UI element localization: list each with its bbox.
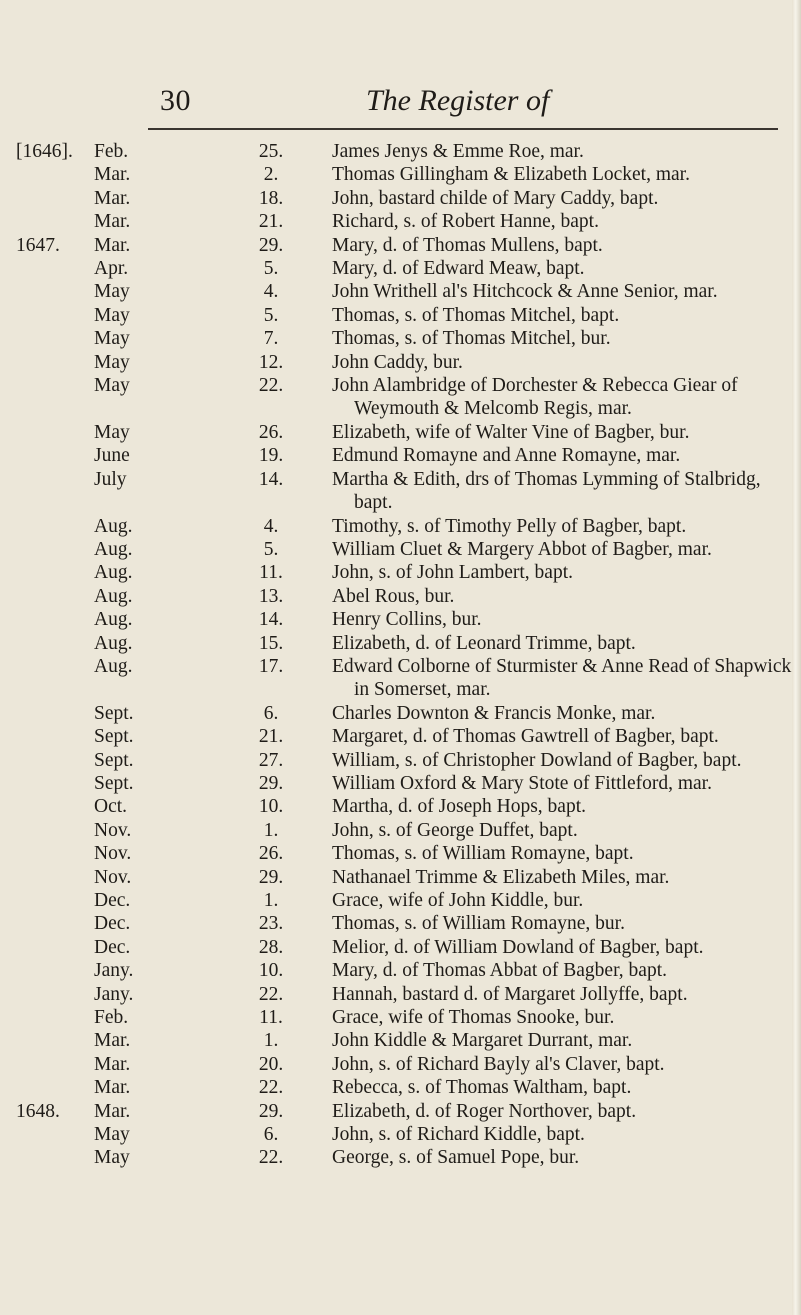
- entry-day: 5.: [263, 538, 279, 560]
- entry-day: 4.: [263, 515, 279, 537]
- entry-text: Henry Collins, bur.: [332, 609, 482, 631]
- entry-text: Hannah, bastard d. of Margaret Jollyffe, bapt.: [332, 983, 688, 1005]
- entry-text: Edmund Romayne and Anne Romayne, mar.: [332, 445, 681, 467]
- entry-month: May: [94, 281, 130, 303]
- entry-text: Martha & Edith, drs of Thomas Lymming of Stalbridg, bapt.: [332, 468, 761, 514]
- entry-month: July: [94, 468, 127, 490]
- entry-day: 11.: [259, 562, 283, 584]
- entry-month: Apr.: [94, 258, 129, 280]
- register-entry: [0, 257, 792, 280]
- entry-day: 29.: [258, 772, 284, 794]
- entry-day: 22.: [258, 1077, 284, 1099]
- register-entry: [0, 889, 792, 912]
- register-entry: [0, 912, 792, 935]
- page-number: 30: [160, 84, 191, 117]
- entry-day: 21.: [258, 726, 284, 748]
- register-entry: [0, 163, 792, 186]
- entry-day: 26.: [258, 843, 284, 865]
- entry-text: George, s. of Samuel Pope, bur.: [332, 1147, 580, 1169]
- register-entry: [0, 468, 792, 515]
- entry-day: 14.: [258, 609, 284, 631]
- entry-month: Aug.: [94, 585, 133, 607]
- register-entry: [0, 749, 792, 772]
- entry-day: 1.: [263, 819, 279, 841]
- entry-day: 29.: [258, 234, 284, 256]
- entry-month: Aug.: [94, 538, 133, 560]
- entry-day: 10.: [258, 960, 284, 982]
- entry-month: May: [94, 1147, 130, 1169]
- register-entry: [0, 632, 792, 655]
- register-entry: [0, 1053, 792, 1076]
- register-entry: [0, 983, 792, 1006]
- entry-text: Richard, s. of Robert Hanne, bapt.: [332, 211, 599, 233]
- register-entry: [0, 421, 792, 444]
- entry-day: 1.: [263, 890, 279, 911]
- register-entry: [0, 1146, 792, 1169]
- entry-text: Martha, d. of Joseph Hops, bapt.: [332, 796, 587, 818]
- entry-month: Aug.: [94, 562, 133, 584]
- entry-year: 1648.: [16, 1100, 60, 1122]
- entry-text: Mary, d. of Edward Meaw, bapt.: [332, 258, 585, 280]
- entry-month: Mar.: [94, 1077, 131, 1099]
- entry-day: 1.: [263, 1030, 279, 1052]
- entry-month: Sept.: [94, 702, 134, 724]
- register-entry: [0, 1123, 792, 1146]
- entry-month: Aug.: [94, 655, 133, 677]
- entry-text: John, s. of John Lambert, bapt.: [332, 562, 574, 584]
- entry-text: John, s. of George Duffet, bapt.: [332, 819, 578, 841]
- entry-day: 11.: [259, 1007, 283, 1029]
- entry-year: [1646].: [16, 141, 73, 162]
- register-entry: [0, 795, 792, 818]
- register-entry: [0, 561, 792, 584]
- entry-text: Rebecca, s. of Thomas Waltham, bapt.: [332, 1077, 632, 1099]
- entry-day: 7.: [263, 328, 279, 350]
- entry-year: 1647.: [16, 234, 60, 256]
- entry-text: Timothy, s. of Timothy Pelly of Bagber, bapt.: [332, 515, 687, 537]
- register-entry: [0, 234, 792, 257]
- entry-day: 29.: [258, 1100, 284, 1122]
- entry-text: John Caddy, bur.: [332, 351, 463, 373]
- entry-month: May: [94, 421, 130, 443]
- entry-day: 12.: [258, 351, 284, 373]
- entry-day: 25.: [258, 141, 284, 162]
- register-entry: [0, 936, 792, 959]
- entry-month: May: [94, 351, 130, 373]
- entry-month: Jany.: [94, 983, 134, 1005]
- entry-text: Grace, wife of Thomas Snooke, bur.: [332, 1007, 615, 1029]
- entry-text: Thomas, s. of Thomas Mitchel, bapt.: [332, 304, 620, 326]
- entry-day: 23.: [258, 913, 284, 935]
- entry-month: Mar.: [94, 1030, 131, 1052]
- entry-month: Mar.: [94, 1100, 131, 1122]
- entry-month: Nov.: [94, 843, 132, 865]
- entry-day: 22.: [258, 375, 284, 397]
- register-entry: [0, 210, 792, 233]
- entry-month: Mar.: [94, 1053, 131, 1075]
- entry-day: 22.: [258, 983, 284, 1005]
- register-entry: [0, 444, 792, 467]
- entry-month: Aug.: [94, 632, 133, 654]
- entry-day: 14.: [258, 468, 284, 490]
- register-entries: [0, 140, 792, 1170]
- entry-text: Thomas, s. of William Romayne, bapt.: [332, 843, 634, 865]
- register-entry: [0, 187, 792, 210]
- entry-month: Feb.: [94, 141, 129, 162]
- entry-month: May: [94, 375, 130, 397]
- page-header: [0, 84, 792, 124]
- register-entry: [0, 1029, 792, 1052]
- register-entry: [0, 772, 792, 795]
- entry-day: 5.: [263, 304, 279, 326]
- entry-day: 21.: [258, 211, 284, 233]
- entry-text: John, bastard childe of Mary Caddy, bapt.: [332, 187, 659, 209]
- entry-text: William Cluet & Margery Abbot of Bagber, mar.: [332, 538, 712, 560]
- entry-month: Dec.: [94, 913, 131, 935]
- register-entry: [0, 959, 792, 982]
- entry-text: Mary, d. of Thomas Abbat of Bagber, bapt.: [332, 960, 667, 982]
- entry-month: June: [94, 445, 130, 467]
- entry-day: 28.: [258, 936, 284, 958]
- entry-text: John Writhell al's Hitchcock & Anne Senior, mar.: [332, 281, 718, 303]
- entry-text: Abel Rous, bur.: [332, 585, 455, 607]
- entry-month: Oct.: [94, 796, 128, 818]
- register-entry: [0, 842, 792, 865]
- entry-month: Dec.: [94, 890, 131, 911]
- entry-day: 2.: [263, 164, 279, 186]
- register-entry: [0, 819, 792, 842]
- entry-text: Thomas Gillingham & Elizabeth Locket, mar.: [332, 164, 690, 186]
- entry-day: 15.: [258, 632, 284, 654]
- entry-day: 29.: [258, 866, 284, 888]
- entry-day: 4.: [263, 281, 279, 303]
- register-entry: [0, 1006, 792, 1029]
- register-entry: [0, 655, 792, 702]
- entry-month: Dec.: [94, 936, 131, 958]
- entry-month: Nov.: [94, 866, 132, 888]
- entry-month: Sept.: [94, 749, 134, 771]
- entry-month: Jany.: [94, 960, 134, 982]
- register-entry: [0, 538, 792, 561]
- entry-month: May: [94, 304, 130, 326]
- entry-text: William Oxford & Mary Stote of Fittleford, mar.: [332, 772, 712, 794]
- entry-day: 27.: [258, 749, 284, 771]
- entry-day: 13.: [258, 585, 284, 607]
- register-entry: [0, 866, 792, 889]
- entry-day: 19.: [258, 445, 284, 467]
- register-entry: [0, 140, 792, 163]
- entry-day: 22.: [258, 1147, 284, 1169]
- entry-month: Mar.: [94, 164, 131, 186]
- entry-month: May: [94, 1124, 130, 1146]
- entry-text: Melior, d. of William Dowland of Bagber, bapt.: [332, 936, 704, 958]
- entry-day: 10.: [258, 796, 284, 818]
- entry-text: John, s. of Richard Kiddle, bapt.: [332, 1124, 585, 1146]
- entry-text: Elizabeth, d. of Roger Northover, bapt.: [332, 1100, 637, 1122]
- entry-day: 17.: [258, 655, 284, 677]
- entry-month: Feb.: [94, 1007, 129, 1029]
- entry-text: Thomas, s. of William Romayne, bur.: [332, 913, 625, 935]
- entry-day: 5.: [263, 258, 279, 280]
- header-rule: [148, 128, 778, 130]
- entry-day: 6.: [263, 702, 279, 724]
- entry-day: 18.: [258, 187, 284, 209]
- register-entry: [0, 327, 792, 350]
- running-title: The Register of: [366, 84, 550, 117]
- register-entry: [0, 280, 792, 303]
- register-entry: [0, 608, 792, 631]
- register-entry: [0, 1100, 792, 1123]
- entry-text: Charles Downton & Francis Monke, mar.: [332, 702, 656, 724]
- register-entry: [0, 725, 792, 748]
- entry-month: Mar.: [94, 211, 131, 233]
- entry-month: Aug.: [94, 515, 133, 537]
- entry-month: Mar.: [94, 234, 131, 256]
- entry-text: John Kiddle & Margaret Durrant, mar.: [332, 1030, 633, 1052]
- entry-text: Elizabeth, d. of Leonard Trimme, bapt.: [332, 632, 636, 654]
- entry-text: William, s. of Christopher Dowland of Bagber, bapt.: [332, 749, 742, 771]
- entry-day: 20.: [258, 1053, 284, 1075]
- entry-day: 26.: [258, 421, 284, 443]
- entry-month: May: [94, 328, 130, 350]
- entry-text: Grace, wife of John Kiddle, bur.: [332, 890, 584, 911]
- entry-month: Mar.: [94, 187, 131, 209]
- register-entry: [0, 515, 792, 538]
- entry-text: Nathanael Trimme & Elizabeth Miles, mar.: [332, 866, 670, 888]
- register-entry: [0, 702, 792, 725]
- register-entry: [0, 351, 792, 374]
- entry-month: Aug.: [94, 609, 133, 631]
- entry-text: James Jenys & Emme Roe, mar.: [332, 141, 584, 162]
- page-edge: [792, 0, 801, 1315]
- entry-text: John, s. of Richard Bayly al's Claver, bapt.: [332, 1053, 665, 1075]
- entry-text: Edward Colborne of Sturmister & Anne Read of Shapwick in Somerset, mar.: [332, 655, 792, 701]
- entry-day: 6.: [263, 1124, 279, 1146]
- register-entry: [0, 1076, 792, 1099]
- register-entry: [0, 374, 792, 421]
- entry-text: John Alambridge of Dorchester & Rebecca Giear of Weymouth & Melcomb Regis, mar.: [332, 375, 738, 420]
- entry-month: Sept.: [94, 726, 134, 748]
- entry-text: Mary, d. of Thomas Mullens, bapt.: [332, 234, 603, 256]
- register-entry: [0, 304, 792, 327]
- entry-text: Margaret, d. of Thomas Gawtrell of Bagber, bapt.: [332, 726, 719, 748]
- entry-month: Nov.: [94, 819, 132, 841]
- register-entry: [0, 585, 792, 608]
- entry-month: Sept.: [94, 772, 134, 794]
- entry-text: Thomas, s. of Thomas Mitchel, bur.: [332, 328, 611, 350]
- entry-text: Elizabeth, wife of Walter Vine of Bagber, bur.: [332, 421, 690, 443]
